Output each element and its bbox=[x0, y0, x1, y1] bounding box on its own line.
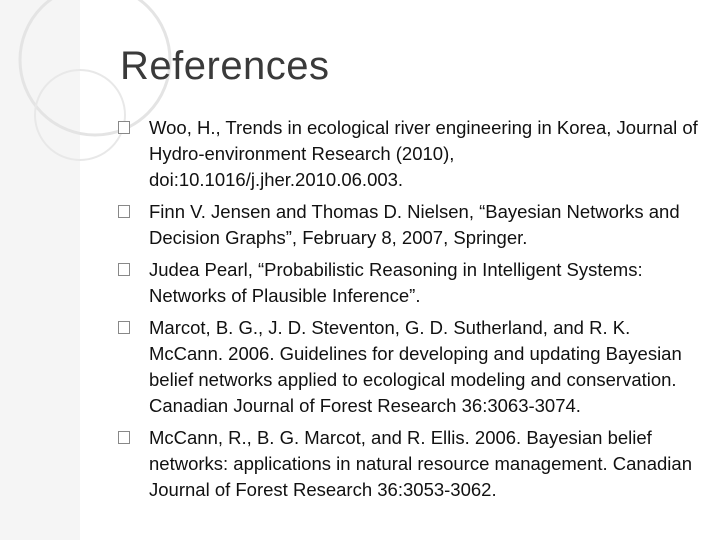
square-bullet-icon bbox=[118, 263, 130, 276]
reference-text: McCann, R., B. G. Marcot, and R. Ellis. 2006. Bayesian belief networks: applications in natural resource management. Canadian Journal of Forest Research 36:3053-3062. bbox=[149, 427, 692, 500]
reference-text: Judea Pearl, “Probabilistic Reasoning in Intelligent Systems: Networks of Plausible Inference”. bbox=[149, 259, 643, 306]
square-bullet-icon bbox=[118, 121, 130, 134]
reference-item bbox=[118, 257, 703, 309]
reference-item bbox=[118, 425, 703, 503]
reference-item bbox=[118, 199, 703, 251]
reference-text: Finn V. Jensen and Thomas D. Nielsen, “Bayesian Networks and Decision Graphs”, February 8, 2007, Springer. bbox=[149, 201, 680, 248]
reference-list bbox=[118, 115, 703, 509]
reference-item bbox=[118, 315, 703, 419]
square-bullet-icon bbox=[118, 205, 130, 218]
square-bullet-icon bbox=[118, 321, 130, 334]
reference-text: Marcot, B. G., J. D. Steventon, G. D. Sutherland, and R. K. McCann. 2006. Guidelines for developing and updating Bayesian belief networks applied to ecological modeling and conservation. Canadian Journal of Forest Research 36:3063-3074. bbox=[149, 317, 682, 416]
reference-item bbox=[118, 115, 703, 193]
page-title: References bbox=[120, 44, 330, 88]
square-bullet-icon bbox=[118, 431, 130, 444]
reference-text: Woo, H., Trends in ecological river engineering in Korea, Journal of Hydro-environment Research (2010), doi:10.1016/j.jher.2010.06.003. bbox=[149, 117, 698, 190]
deco-circle-small bbox=[35, 70, 125, 160]
